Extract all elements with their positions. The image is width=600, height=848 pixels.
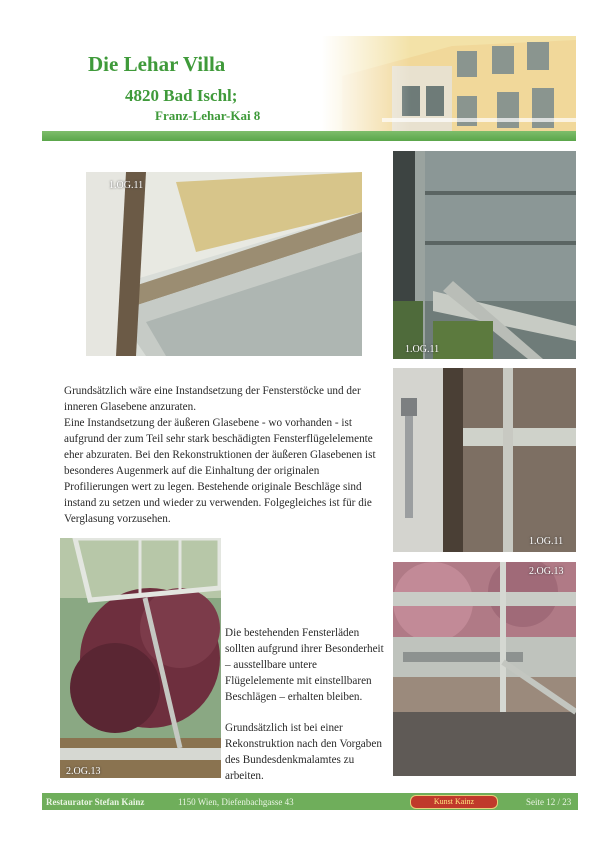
- page-title: Die Lehar Villa: [88, 52, 226, 76]
- page-subtitle: 4820 Bad Ischl;: [125, 86, 238, 105]
- villa-header-photo: [322, 36, 576, 132]
- photo-caption: 2.OG.13: [529, 566, 564, 577]
- footer-restaurator: Restaurator Stefan Kainz: [46, 797, 145, 807]
- shutter-hardware-photo: [393, 151, 576, 359]
- page-number: Seite 12 / 23: [526, 797, 572, 807]
- footer-logo: Kunst Kainz: [410, 795, 498, 809]
- window-sill-photo: [86, 172, 362, 356]
- window-latch-photo: [393, 368, 576, 552]
- header-divider: [42, 131, 576, 141]
- shutter-hinge-photo: [393, 562, 576, 776]
- page-address: Franz-Lehar-Kai 8: [155, 108, 261, 123]
- footer-address: 1150 Wien, Diefenbachgasse 43: [178, 797, 294, 807]
- paragraph-reconstruction: Grundsätzlich ist bei einer Rekonstruktion nach den Vorgaben des Bundesdenkmalamtes zu arbeiten.: [225, 722, 382, 782]
- photo-caption: 1.OG.11: [109, 180, 144, 191]
- page-footer: [42, 793, 578, 810]
- open-shutter-photo: [60, 538, 221, 778]
- paragraph-window-frames: Grundsätzlich wäre eine Instandsetzung der Fensterstöcke und der inneren Glasebene anzuraten. Eine Instandsetzung der äußeren Glasebene - wo vorhanden - ist aufgrund der zum Teil sehr stark beschädigten Fensterflügelelemente eher abzuraten. Bei den Rekonstruktionen der äußeren Glasebenen ist besonderes Augenmerk auf die Einhaltung der originalen Profilierungen wert zu legen. Bestehende originale Beschläge sind instand zu setzen und wieder zu verwenden. Folgegleiches ist für die Verglasung vorzusehen.: [64, 385, 376, 525]
- photo-caption: 2.OG.13: [66, 766, 101, 777]
- photo-caption: 1.OG.11: [529, 536, 564, 547]
- photo-caption: 1.OG.11: [405, 344, 440, 355]
- paragraph-shutters: Die bestehenden Fensterläden sollten aufgrund ihrer Besonderheit – ausstellbare untere Flügelelemente mit einstellbaren Beschlägen – erhalten bleiben.: [225, 627, 384, 703]
